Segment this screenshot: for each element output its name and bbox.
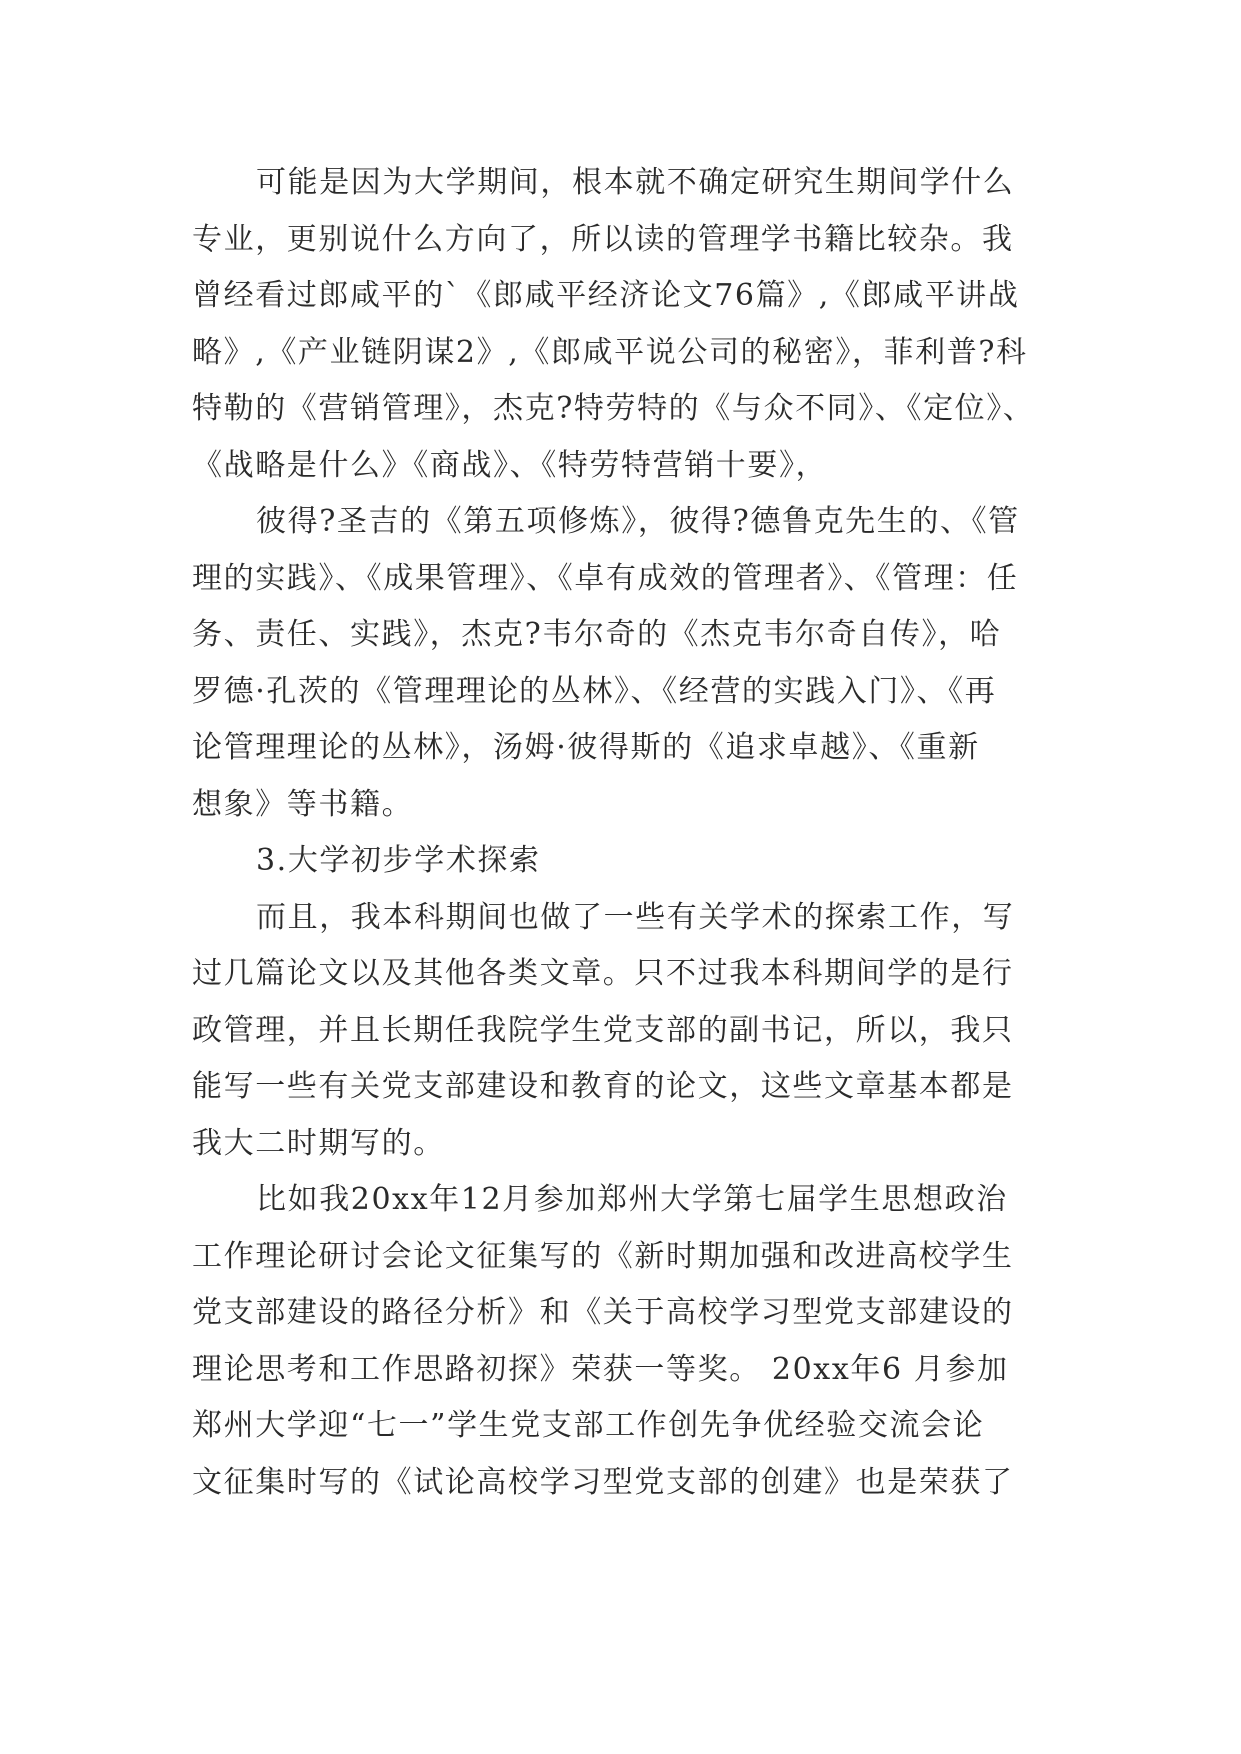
paragraph-line: 理论思考和工作思路初探》荣获一等奖。 20xx年6 月参加: [192, 1351, 1009, 1387]
paragraph-2: [192, 494, 1072, 833]
paragraph-1: [192, 155, 1072, 494]
paragraph-line: 特勒的《营销管理》，杰克?特劳特的《与众不同》、《定位》、: [192, 391, 1035, 426]
paragraph-line: 文征集时写的《试论高校学习型党支部的创建》也是荣获了: [192, 1464, 1014, 1500]
paragraph-line: 而且，我本科期间也做了一些有关学术的探索工作，写: [256, 899, 1015, 935]
paragraph-line: 曾经看过郎咸平的`《郎咸平经济论文76篇》,《郎咸平讲战: [192, 278, 1020, 313]
paragraph-line: 专业，更别说什么方向了，所以读的管理学书籍比较杂。我: [192, 221, 1014, 257]
paragraph-line: 能写一些有关党支部建设和教育的论文，这些文章基本都是: [192, 1069, 1014, 1104]
paragraph-line: 党支部建设的路径分析》和《关于高校学习型党支部建设的: [192, 1295, 1014, 1330]
paragraph-line: 郑州大学迎“七一”学生党支部工作创先争优经验交流会论: [192, 1408, 985, 1443]
paragraph-line: 工作理论研讨会论文征集写的《新时期加强和改进高校学生: [192, 1238, 1014, 1274]
paragraph-line: 略》,《产业链阴谋2》,《郎咸平说公司的秘密》，菲利普?科: [192, 334, 1028, 370]
paragraph-line: 《战略是什么》《商战》、《特劳特营销十要》，: [192, 447, 828, 483]
paragraph-4: [192, 890, 1072, 1173]
paragraph-line: 务、责任、实践》，杰克?韦尔奇的《杰克韦尔奇自传》，哈: [192, 617, 1002, 652]
paragraph-line: 我大二时期写的。: [192, 1125, 445, 1161]
paragraph-line: 政管理，并且长期任我院学生党支部的副书记，所以，我只: [192, 1012, 1014, 1048]
paragraph-line: 过几篇论文以及其他各类文章。只不过我本科期间学的是行: [192, 956, 1014, 991]
heading-text: 3.大学初步学术探索: [256, 843, 541, 878]
paragraph-line: 理的实践》、《成果管理》、《卓有成效的管理者》、《管理：任: [192, 560, 1019, 596]
paragraph-5: [192, 1172, 1072, 1511]
section-heading: [192, 833, 1072, 890]
paragraph-line: 可能是因为大学期间，根本就不确定研究生期间学什么: [256, 165, 1015, 200]
paragraph-line: 论管理理论的丛林》，汤姆·彼得斯的《追求卓越》、《重新: [192, 730, 980, 765]
paragraph-line: 罗德·孔茨的《管理理论的丛林》、《经营的实践入门》、《再: [192, 673, 997, 709]
paragraph-line: 想象》等书籍。: [192, 786, 414, 822]
paragraph-line: 彼得?圣吉的《第五项修炼》，彼得?德鲁克先生的、《管: [256, 504, 1020, 539]
paragraph-line: 比如我20xx年12月参加郑州大学第七届学生思想政治: [256, 1182, 1008, 1217]
document-body: [192, 155, 1072, 1511]
